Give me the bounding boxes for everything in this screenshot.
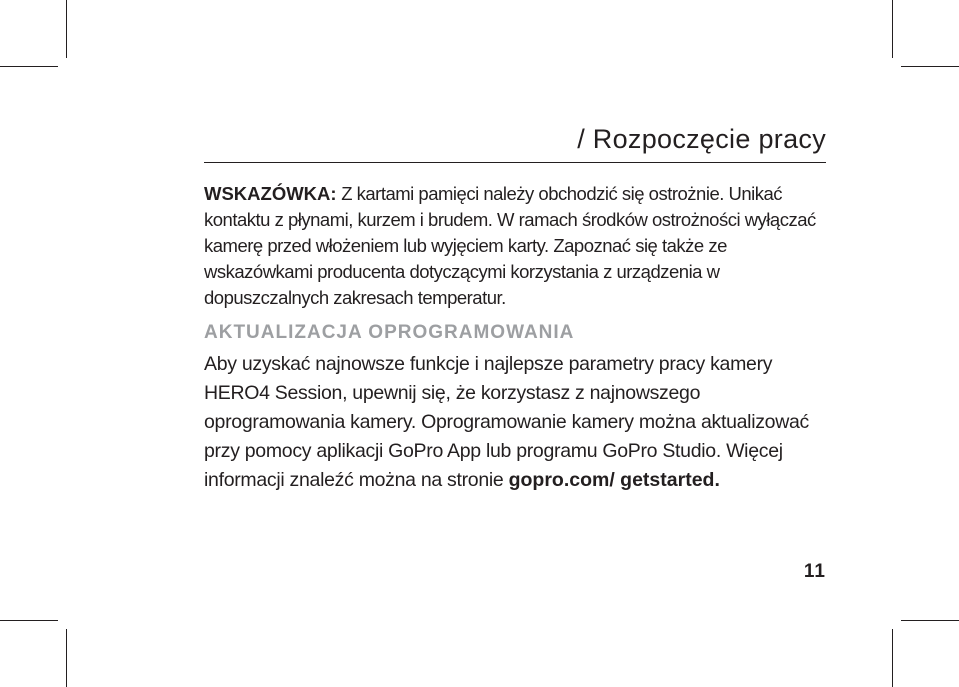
crop-mark-top-left-vertical xyxy=(66,0,67,58)
section-body-text: Aby uzyskać najnowsze funkcje i najlepsze parametry pracy kamery HERO4 Session, upewnij się, że korzystasz z najnowszego oprogramowania kamery. Oprogramowanie kamery można aktualizować przy pomocy aplikacji GoPro App lub programu GoPro Studio. Więcej informacji znaleźć można na stronie xyxy=(204,353,810,491)
page-number: 11 xyxy=(803,561,826,582)
crop-mark-top-left-horizontal xyxy=(0,66,58,67)
tip-text: Z kartami pamięci należy obchodzić się ostrożnie. Unikać kontaktu z płynami, kurzem i brudem. W ramach środków ostrożności wyłączać kamerę przed włożeniem lub wyjęciem karty. Zapoznać się także ze wskazówkami producenta dotyczącymi korzystania z urządzenia w dopuszczalnych zakresach temperatur. xyxy=(204,183,816,308)
header-divider xyxy=(204,162,826,163)
crop-mark-top-right-horizontal xyxy=(901,66,959,67)
tip-label: WSKAZÓWKA: xyxy=(204,183,337,204)
page-title: / Rozpoczęcie pracy xyxy=(577,124,826,154)
tip-paragraph xyxy=(204,181,824,311)
crop-mark-top-right-vertical xyxy=(892,0,893,58)
section-body xyxy=(204,350,824,495)
section-heading: AKTUALIZACJA OPROGRAMOWANIA xyxy=(204,322,575,343)
crop-mark-bottom-right-horizontal xyxy=(901,620,959,621)
getstarted-link[interactable]: gopro.com/ getstarted. xyxy=(508,469,720,491)
crop-mark-bottom-right-vertical xyxy=(892,629,893,687)
crop-mark-bottom-left-horizontal xyxy=(0,620,58,621)
crop-mark-bottom-left-vertical xyxy=(66,629,67,687)
